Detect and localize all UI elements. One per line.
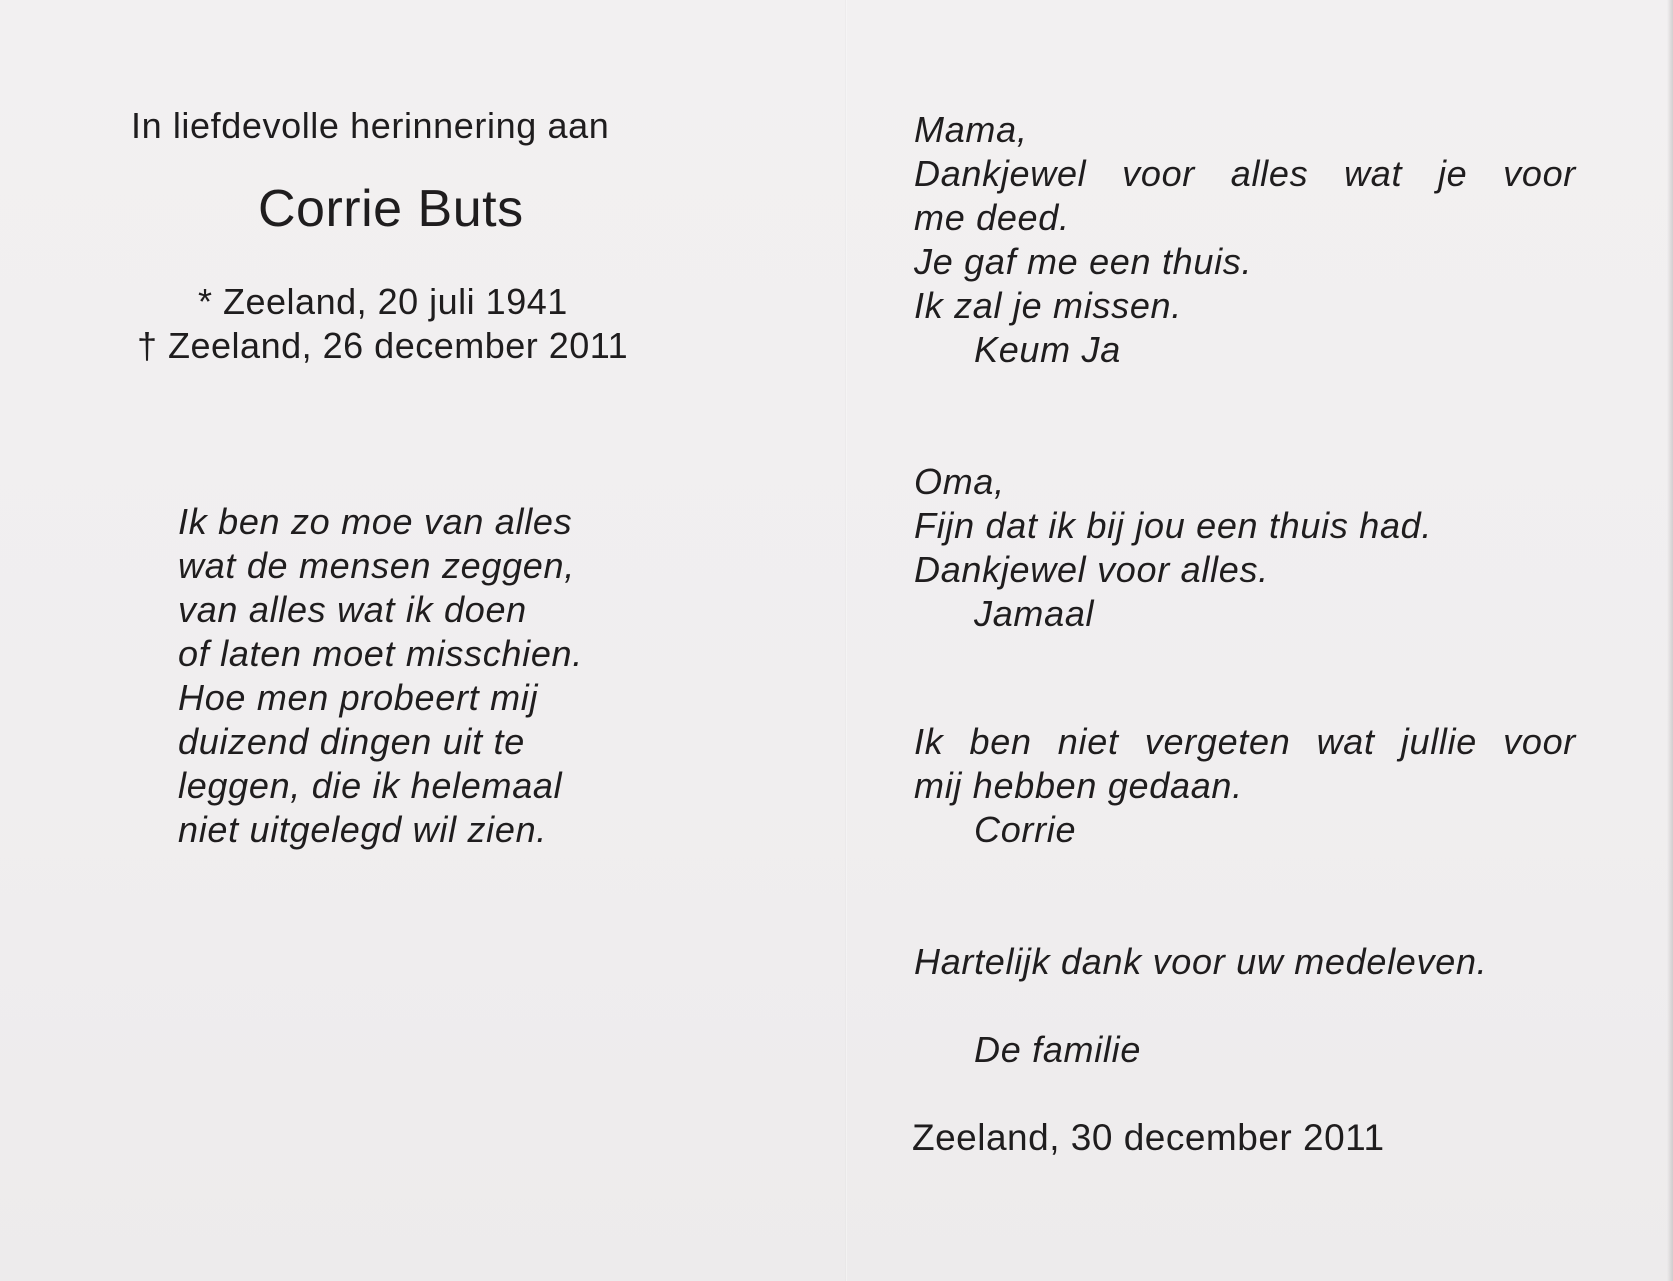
message-line — [914, 152, 1576, 196]
message-word: wat — [1344, 153, 1403, 194]
deceased-name: Corrie Buts — [258, 180, 524, 238]
message-line — [914, 720, 1576, 764]
card-edge-shadow — [1667, 0, 1673, 1281]
message-word: alles — [1230, 153, 1309, 194]
thanks-text: Hartelijk dank voor uw medeleven. — [914, 941, 1488, 982]
message-line: me deed. — [914, 197, 1070, 238]
message-oma — [914, 460, 1432, 636]
poem-line: leggen, die ik helemaal — [178, 765, 563, 806]
message-line: Je gaf me een thuis. — [914, 241, 1253, 282]
message-greeting: Mama, — [914, 109, 1028, 150]
poem-line: Hoe men probeert mij — [178, 677, 539, 718]
message-line: mij hebben gedaan. — [914, 765, 1243, 806]
message-word: voor — [1503, 721, 1576, 762]
message-signature: Corrie — [974, 809, 1077, 850]
poem-line: of laten moet misschien. — [178, 633, 583, 674]
poem-line: van alles wat ik doen — [178, 589, 527, 630]
message-line: Ik zal je missen. — [914, 285, 1182, 326]
message-corrie — [914, 720, 1576, 852]
message-signature: Keum Ja — [974, 329, 1121, 370]
birth-line: * Zeeland, 20 juli 1941 — [198, 281, 568, 322]
message-line: Fijn dat ik bij jou een thuis had. — [914, 505, 1433, 546]
message-word: niet — [1057, 721, 1119, 762]
message-line: Dankjewel voor alles. — [914, 549, 1269, 590]
message-word: je — [1437, 153, 1468, 194]
message-mama — [914, 108, 1576, 372]
death-line: † Zeeland, 26 december 2011 — [137, 325, 629, 366]
message-word: Dankjewel — [914, 153, 1087, 194]
poem-line: niet uitgelegd wil zien. — [178, 809, 548, 850]
message-word: wat — [1316, 721, 1375, 762]
intro-text: In liefdevolle herinnering aan — [131, 105, 610, 146]
message-signature: Jamaal — [974, 593, 1095, 634]
message-word: vergeten — [1144, 721, 1291, 762]
message-word: jullie — [1400, 721, 1478, 762]
message-word: Ik — [914, 721, 944, 762]
poem-line: duizend dingen uit te — [178, 721, 525, 762]
message-greeting: Oma, — [914, 461, 1005, 502]
card-fold — [845, 0, 847, 1281]
poem-line: Ik ben zo moe van alles — [178, 501, 573, 542]
family-signature: De familie — [974, 1029, 1142, 1070]
message-word: ben — [969, 721, 1032, 762]
card-date: Zeeland, 30 december 2011 — [912, 1117, 1385, 1158]
message-word: voor — [1122, 153, 1195, 194]
message-word: voor — [1503, 153, 1576, 194]
poem-line: wat de mensen zeggen, — [178, 545, 575, 586]
poem — [178, 500, 583, 852]
